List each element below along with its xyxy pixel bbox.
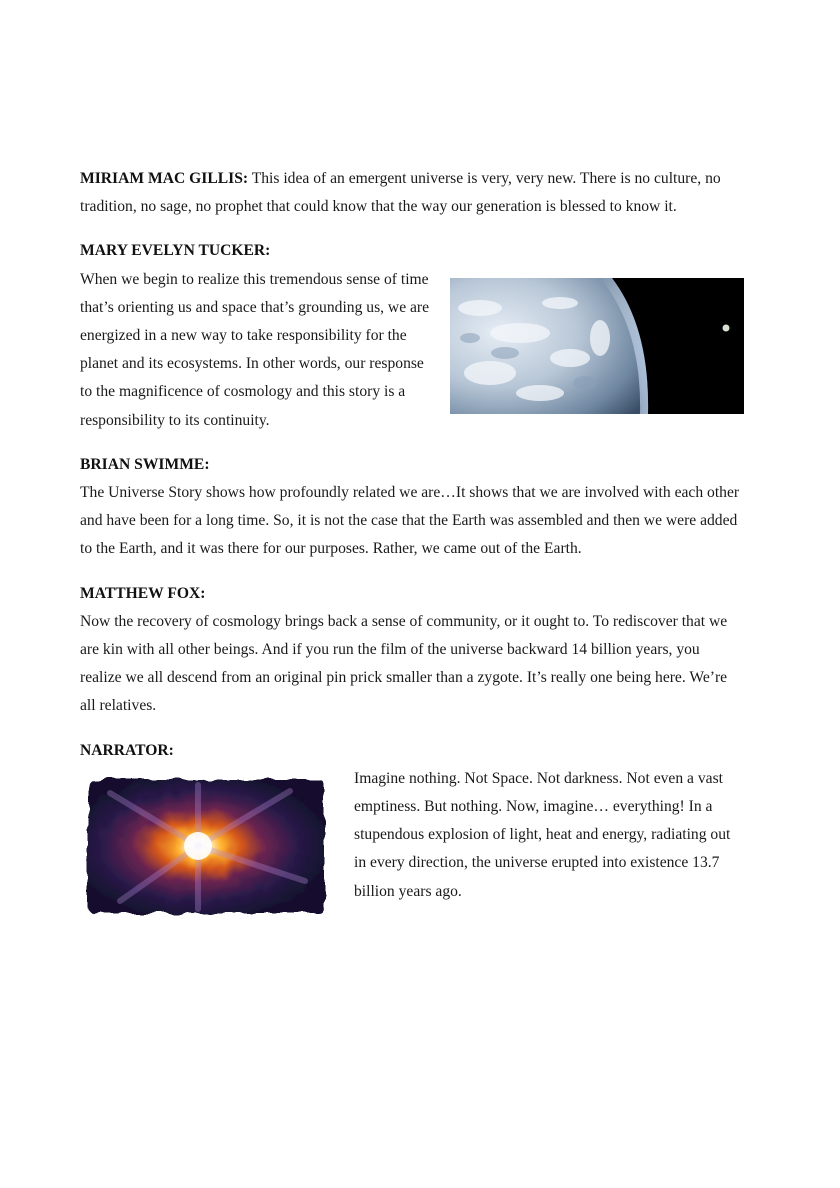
- quote-mac-gillis: [80, 165, 744, 221]
- quote-fox: [80, 580, 744, 721]
- big-bang-image: [80, 771, 332, 921]
- quote-tucker: [80, 237, 744, 434]
- quote-text: The Universe Story shows how profoundly related we are…It shows that we are involved with each other and have been for a long time. So, it is not the case that the Earth was assembled and then we were added to the Earth, and it was there for our purposes. Rather, we came out of the Earth.: [80, 484, 740, 558]
- earth-from-space-image: [450, 278, 744, 414]
- speaker-name: MIRIAM MAC GILLIS:: [80, 170, 249, 187]
- quote-text: This idea of an emergent universe is very, very new. There is no culture, no tradition, no sage, no prophet that could know that the way our generation is blessed to know it.: [80, 170, 721, 216]
- quote-narrator: [80, 737, 744, 921]
- earth-illustration: [450, 278, 744, 414]
- big-bang-illustration: [80, 771, 332, 921]
- quote-text: Imagine nothing. Not Space. Not darkness. Not even a vast emptiness. But nothing. Now, imagine… everything! In a stupendous explosion of light, heat and energy, radiating out in every direction, the universe erupted into existence 13.7 billion years ago.: [354, 769, 731, 900]
- speaker-name: MATTHEW FOX:: [80, 584, 206, 602]
- quote-swimme: [80, 451, 744, 564]
- document-page: [80, 165, 744, 937]
- quote-text: When we begin to realize this tremendous sense of time that’s orienting us and space that’s grounding us, we are energized in a new way to take responsibility for the planet and its ecosystems. In other words, our response to the magnificence of cosmology and this story is a responsibility to its continuity.: [80, 270, 430, 429]
- quote-text: Now the recovery of cosmology brings back a sense of community, or it ought to. To rediscover that we are kin with all other beings. And if you run the film of the universe backward 14 billion years, you realize we all descend from an original pin prick smaller than a zygote. It’s really one being here. We’re all relatives.: [80, 612, 728, 715]
- speaker-name: MARY EVELYN TUCKER:: [80, 242, 271, 260]
- speaker-name: BRIAN SWIMME:: [80, 455, 210, 473]
- speaker-name: NARRATOR:: [80, 741, 174, 759]
